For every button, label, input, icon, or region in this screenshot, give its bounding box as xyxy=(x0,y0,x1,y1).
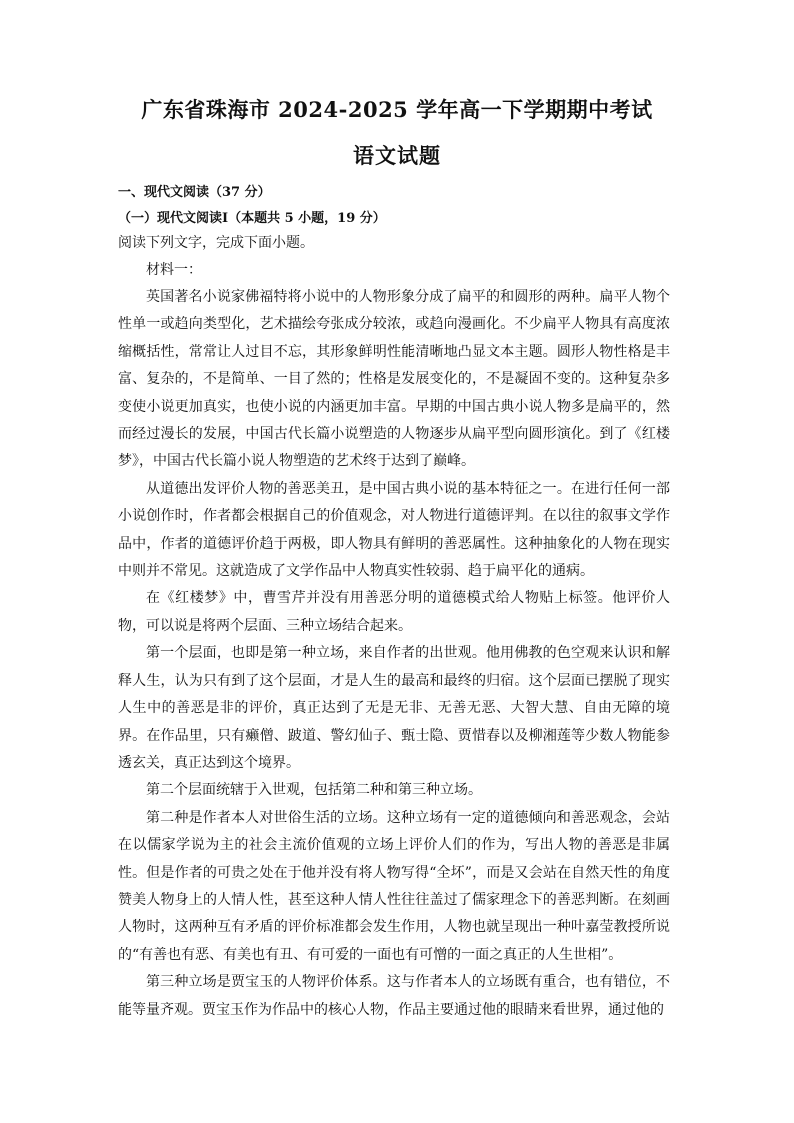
document-subtitle: 语文试题 xyxy=(353,143,441,168)
section-heading: 一、现代文阅读（37 分） xyxy=(118,185,271,200)
document-title: 广东省珠海市 2024-2025 学年高一下学期期中考试 xyxy=(141,97,653,122)
instruction-text: 阅读下列文字，完成下面小题。 xyxy=(118,235,314,251)
passage-body xyxy=(118,284,670,1024)
passage-paragraph: 第三种立场是贾宝玉的人物评价体系。这与作者本人的立场既有重合，也有错位，不能等量齐观。贾宝玉作为作品中的核心人物，作品主要通过他的眼睛来看世界，通过他的 xyxy=(118,974,670,1018)
passage-paragraph: 英国著名小说家佛福特将小说中的人物形象分成了扁平的和圆形的两种。扁平人物个性单一或趋向类型化，艺术描绘夸张成分较浓，或趋向漫画化。不少扁平人物具有高度浓缩概括性，常常让人过目不忘，其形象鲜明性能清晰地凸显文本主题。圆形人物性格是丰富、复杂的，不是简单、一目了然的；性格是发展变化的，不是凝固不变的。这种复杂多变使小说更加真实，也使小说的内涵更加丰富。早期的中国古典小说人物多是扁平的，然而经过漫长的发展，中国古代长篇小说塑造的人物逐步从扁平型向圆形演化。到了《红楼梦》，中国古代长篇小说人物塑造的艺术终于达到了巅峰。 xyxy=(118,289,670,470)
material-label: 材料一： xyxy=(146,262,202,278)
passage-paragraph: 第一个层面，也即是第一种立场，来自作者的出世观。他用佛教的色空观来认识和解释人生，认为只有到了这个层面，才是人生的最高和最终的归宿。这个层面已摆脱了现实人生中的善恶是非的评价，真正达到了无是无非、无善无恶、大智大慧、自由无障的境界。在作品里，只有癞僧、跛道、警幻仙子、甄士隐、贾惜春以及柳湘莲等少数人物能参透玄关，真正达到这个境界。 xyxy=(118,645,670,771)
passage-paragraph: 第二种是作者本人对世俗生活的立场。这种立场有一定的道德倾向和善恶观念，会站在以儒家学说为主的社会主流价值观的立场上评价人们的作为，写出人物的善恶是非属性。但是作者的可贵之处在于他并没有将人物写得“全坏”，而是又会站在自然天性的角度赞美人物身上的人情人性，甚至这种人情人性往往盖过了儒家理念下的善恶判断。在刻画人物时，这两种互有矛盾的评价标准都会发生作用，人物也就呈现出一种叶嘉莹教授所说的“有善也有恶、有美也有丑、有可爱的一面也有可憎的一面之真正的人生世相”。 xyxy=(118,809,670,963)
passage-paragraph: 第二个层面统辖于入世观，包括第二种和第三种立场。 xyxy=(146,782,482,799)
passage-paragraph: 在《红楼梦》中，曹雪芹并没有用善恶分明的道德模式给人物贴上标签。他评价人物，可以说是将两个层面、三种立场结合起来。 xyxy=(118,590,670,634)
passage-paragraph: 从道德出发评价人物的善恶美丑，是中国古典小说的基本特征之一。在进行任何一部小说创作时，作者都会根据自己的价值观念，对人物进行道德评判。在以往的叙事文学作品中，作者的道德评价趋于两极，即人物具有鲜明的善恶属性。这种抽象化的人物在现实中则并不常见。这就造成了文学作品中人物真实性较弱、趋于扁平化的通病。 xyxy=(118,480,670,580)
sub-heading: （一）现代文阅读Ⅰ（本题共 5 小题，19 分） xyxy=(118,211,386,226)
